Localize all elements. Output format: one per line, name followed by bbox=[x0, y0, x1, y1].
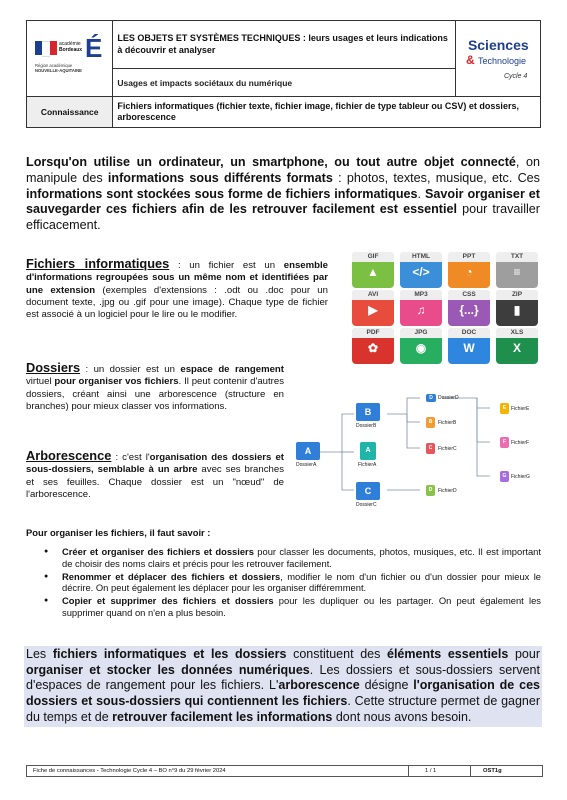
file-e-label: FichierE bbox=[511, 406, 530, 412]
arbo-text-c: avec ses branches et ses feuilles. Chaque dossier est un "nœud" de l'arborescence. bbox=[26, 464, 284, 500]
concl-g: . Les dossiers et sous-dossiers servent d'espaces de rangement pour les fichiers. L' bbox=[26, 662, 540, 693]
fichiers-text-c: (exemples d'extensions : .odt ou .doc pour un document texte, .jpg ou .gif pour une image). Chaque type de fichier est associé à un logiciel pour le lire ou le modifier. bbox=[26, 284, 328, 321]
file-b-label: FichierB bbox=[438, 420, 457, 426]
header-subtitle-cell bbox=[113, 69, 456, 97]
dossiers-title: Dossiers bbox=[26, 360, 81, 375]
footer-page: 1 / 1 bbox=[425, 768, 437, 774]
file-type-label: CSS bbox=[448, 290, 490, 300]
region-name: NOUVELLE-AQUITAINE bbox=[35, 68, 82, 73]
intro-bold-7: Savoir organiser et sauvegarder ces fichiers afin de les retrouver facilement est essentiel bbox=[26, 186, 540, 217]
concl-a: Les bbox=[26, 647, 53, 661]
fichiers-title: Fichiers informatiques bbox=[26, 256, 170, 271]
header-title-cell bbox=[113, 21, 456, 69]
concl-c: constituent des bbox=[286, 647, 387, 661]
file-type-icon-gif bbox=[352, 252, 394, 288]
file-type-icon-pdf bbox=[352, 328, 394, 364]
savoir-heading: Pour organiser les fichiers, il faut savoir : bbox=[26, 527, 211, 538]
file-type-icon-ppt bbox=[448, 252, 490, 288]
header-table bbox=[26, 20, 541, 128]
savoir-item-3 bbox=[44, 595, 541, 619]
file-type-icon-jpg bbox=[400, 328, 442, 364]
academie-logo-cell bbox=[27, 21, 113, 97]
file-type-symbol: </> bbox=[412, 265, 430, 279]
intro-text-6: . bbox=[417, 186, 425, 201]
file-type-symbol: ▶ bbox=[368, 303, 378, 317]
intro-paragraph bbox=[26, 155, 540, 234]
fichiers-bold-b: ensemble d'informations regroupées sous un même nom et identifiées par une extension bbox=[26, 260, 329, 296]
intro-bold-5: informations sont stockées sous forme de fichiers informatiques bbox=[26, 186, 418, 201]
file-type-icon-zip bbox=[496, 290, 538, 326]
file-type-symbol: ♫ bbox=[416, 303, 426, 317]
file-type-label: PPT bbox=[448, 252, 490, 262]
page-footer bbox=[26, 765, 543, 777]
file-type-symbol: ✿ bbox=[367, 341, 379, 355]
conclusion-box bbox=[24, 646, 542, 727]
concl-f: organiser et stocker les données numériques bbox=[26, 662, 310, 677]
file-f-icon: F bbox=[500, 437, 509, 448]
cycle-label: Cycle 4 bbox=[503, 72, 528, 80]
folder-a-label: DossierA bbox=[296, 462, 317, 468]
file-g-icon: G bbox=[500, 471, 509, 482]
savoir-item-1-bold: Créer et organiser des fichiers et dossiers bbox=[62, 546, 254, 557]
file-type-symbol: ≡ bbox=[513, 265, 521, 279]
file-d-label: FichierD bbox=[438, 488, 457, 494]
concl-d: éléments essentiels bbox=[387, 647, 509, 661]
file-icons-grid bbox=[352, 252, 542, 364]
file-f-label: FichierF bbox=[511, 440, 530, 446]
concl-k: . Cette structure permet de gagner du temps et de bbox=[26, 694, 540, 724]
dossiers-section bbox=[26, 362, 284, 413]
marianne-flag-icon bbox=[35, 41, 57, 55]
file-type-icon-html bbox=[400, 252, 442, 288]
folder-c-label: DossierC bbox=[356, 502, 377, 508]
fichiers-text-a: : un fichier est un bbox=[169, 260, 284, 271]
file-type-symbol: ◉ bbox=[415, 341, 427, 355]
arbo-title: Arborescence bbox=[26, 448, 112, 463]
folder-b-icon: B bbox=[356, 403, 380, 421]
sciences-techno-logo-cell bbox=[455, 21, 540, 97]
file-type-icon-css bbox=[448, 290, 490, 326]
connaissance-cell bbox=[113, 97, 541, 128]
intro-bold-1: Lorsqu'on utilise un ordinateur, un smartphone, ou tout autre objet connecté bbox=[26, 155, 516, 169]
fichiers-section bbox=[26, 258, 328, 321]
academie-label: académie bbox=[59, 41, 81, 47]
file-type-label: JPG bbox=[400, 328, 442, 338]
file-type-symbol: ◔ bbox=[465, 265, 473, 279]
region-label: Région académique bbox=[35, 63, 73, 68]
folder-d-label: DossierD bbox=[438, 395, 459, 401]
file-type-label: PDF bbox=[352, 328, 394, 338]
concl-e: pour bbox=[508, 647, 540, 661]
arborescence-diagram bbox=[292, 390, 542, 520]
header-title: LES OBJETS ET SYSTÈMES TECHNIQUES : leurs usages et leurs indications à découvrir et analyser bbox=[117, 33, 448, 55]
file-type-label: GIF bbox=[352, 252, 394, 262]
savoir-item-3-bold: Copier et supprimer des fichiers et dossiers bbox=[62, 595, 274, 607]
folder-d-icon: D bbox=[426, 394, 436, 402]
file-type-symbol: ▲ bbox=[367, 265, 379, 279]
savoir-item-2-bold: Renommer et déplacer des fichiers et dossiers bbox=[62, 570, 281, 582]
footer-left: Fiche de connaissances - Technologie Cycle 4 – BO n°9 du 29 février 2024 bbox=[33, 768, 226, 774]
file-c-label: FichierC bbox=[438, 446, 457, 452]
folder-a-icon: A bbox=[296, 442, 320, 460]
file-type-icon-txt bbox=[496, 252, 538, 288]
intro-text-2: , on manipule des bbox=[26, 155, 541, 185]
dossiers-bold-d: pour organiser vos fichiers bbox=[54, 376, 179, 388]
academie-e-logo: É bbox=[85, 33, 103, 63]
connaissance-label: Connaissance bbox=[27, 97, 113, 128]
file-type-symbol: X bbox=[512, 341, 521, 355]
file-type-label: MP3 bbox=[400, 290, 442, 300]
file-c-icon: C bbox=[426, 443, 435, 454]
sciences-logo-word: Sciences bbox=[467, 36, 529, 53]
concl-h: arborescence bbox=[278, 678, 360, 693]
savoir-item-1-text: pour classer les documents, photos, musiques, etc. Il est important de choisir des noms clairs et précis pour les retrouver facilement. bbox=[62, 546, 541, 569]
file-type-symbol: {...} bbox=[459, 303, 479, 317]
connaissance-text: Fichiers informatiques (fichier texte, fichier image, fichier de type tableur ou CSV) et dossiers, arborescence bbox=[117, 100, 519, 122]
concl-b: fichiers informatiques et les dossiers bbox=[52, 647, 287, 661]
dossiers-bold-b: espace de rangement bbox=[180, 364, 284, 375]
file-type-label: AVI bbox=[352, 290, 394, 300]
file-type-symbol: W bbox=[463, 341, 475, 355]
bordeaux-label: Bordeaux bbox=[59, 47, 83, 53]
file-type-icon-avi bbox=[352, 290, 394, 326]
intro-text-4: : photos, textes, musique, etc. Ces bbox=[332, 170, 540, 185]
savoir-list bbox=[44, 546, 541, 620]
file-type-label: HTML bbox=[400, 252, 442, 262]
file-a-label: FichierA bbox=[358, 462, 377, 468]
file-type-icon-xls bbox=[496, 328, 538, 364]
concl-l: retrouver facilement les informations bbox=[112, 709, 333, 724]
savoir-item-3-text: pour les dupliquer ou les partager. On peut également les supprimer quand on n'en a plus besoin. bbox=[62, 595, 541, 618]
file-type-label: XLS bbox=[496, 328, 538, 338]
concl-m: dont nous avons besoin. bbox=[332, 709, 472, 724]
intro-bold-3: informations sous différents formats bbox=[107, 170, 333, 185]
dossiers-text-e: . Il peut contenir d'autres dossiers, créant ainsi une arborescence (structure en branches) pour mieux classer vos informations. bbox=[26, 376, 284, 412]
arbo-section bbox=[26, 450, 284, 501]
header-subtitle: Usages et impacts sociétaux du numérique bbox=[117, 77, 293, 88]
footer-code: OST1g bbox=[483, 768, 502, 774]
file-type-label: ZIP bbox=[496, 290, 538, 300]
file-d-icon: D bbox=[426, 485, 435, 496]
file-type-label: TXT bbox=[496, 252, 538, 262]
arbo-bold-b: organisation des dossiers et sous-dossiers, semblable à un arbre bbox=[26, 452, 284, 476]
file-type-symbol: ▮ bbox=[513, 303, 521, 317]
dossiers-text-a: : un dossier est un bbox=[80, 364, 181, 375]
file-g-label: FichierG bbox=[511, 474, 530, 480]
concl-j: l'organisation de ces dossiers et sous-dossiers qui contiennent les fichiers bbox=[26, 678, 540, 709]
file-type-icon-doc bbox=[448, 328, 490, 364]
arbo-text-a: : c'est l' bbox=[111, 452, 150, 463]
amp-logo: & bbox=[465, 52, 475, 67]
savoir-item-1 bbox=[44, 546, 541, 570]
concl-i: désigne bbox=[359, 678, 414, 693]
folder-c-icon: C bbox=[356, 482, 380, 500]
dossiers-text-c: virtuel bbox=[26, 376, 55, 388]
file-type-icon-mp3 bbox=[400, 290, 442, 326]
file-type-label: DOC bbox=[448, 328, 490, 338]
folder-b-label: DossierB bbox=[356, 423, 377, 429]
file-a-icon: A bbox=[360, 442, 376, 460]
savoir-item-2-text: , modifier le nom d'un fichier ou d'un dossier pour mieux le décrire. On peut également les déplacer pour les organiser différemment. bbox=[62, 570, 541, 594]
file-e-icon: E bbox=[500, 403, 509, 414]
intro-text-8: pour travailler efficacement. bbox=[26, 202, 540, 233]
technologie-logo-word: Technologie bbox=[477, 55, 526, 66]
savoir-item-2 bbox=[44, 571, 541, 595]
file-b-icon: B bbox=[426, 417, 435, 428]
